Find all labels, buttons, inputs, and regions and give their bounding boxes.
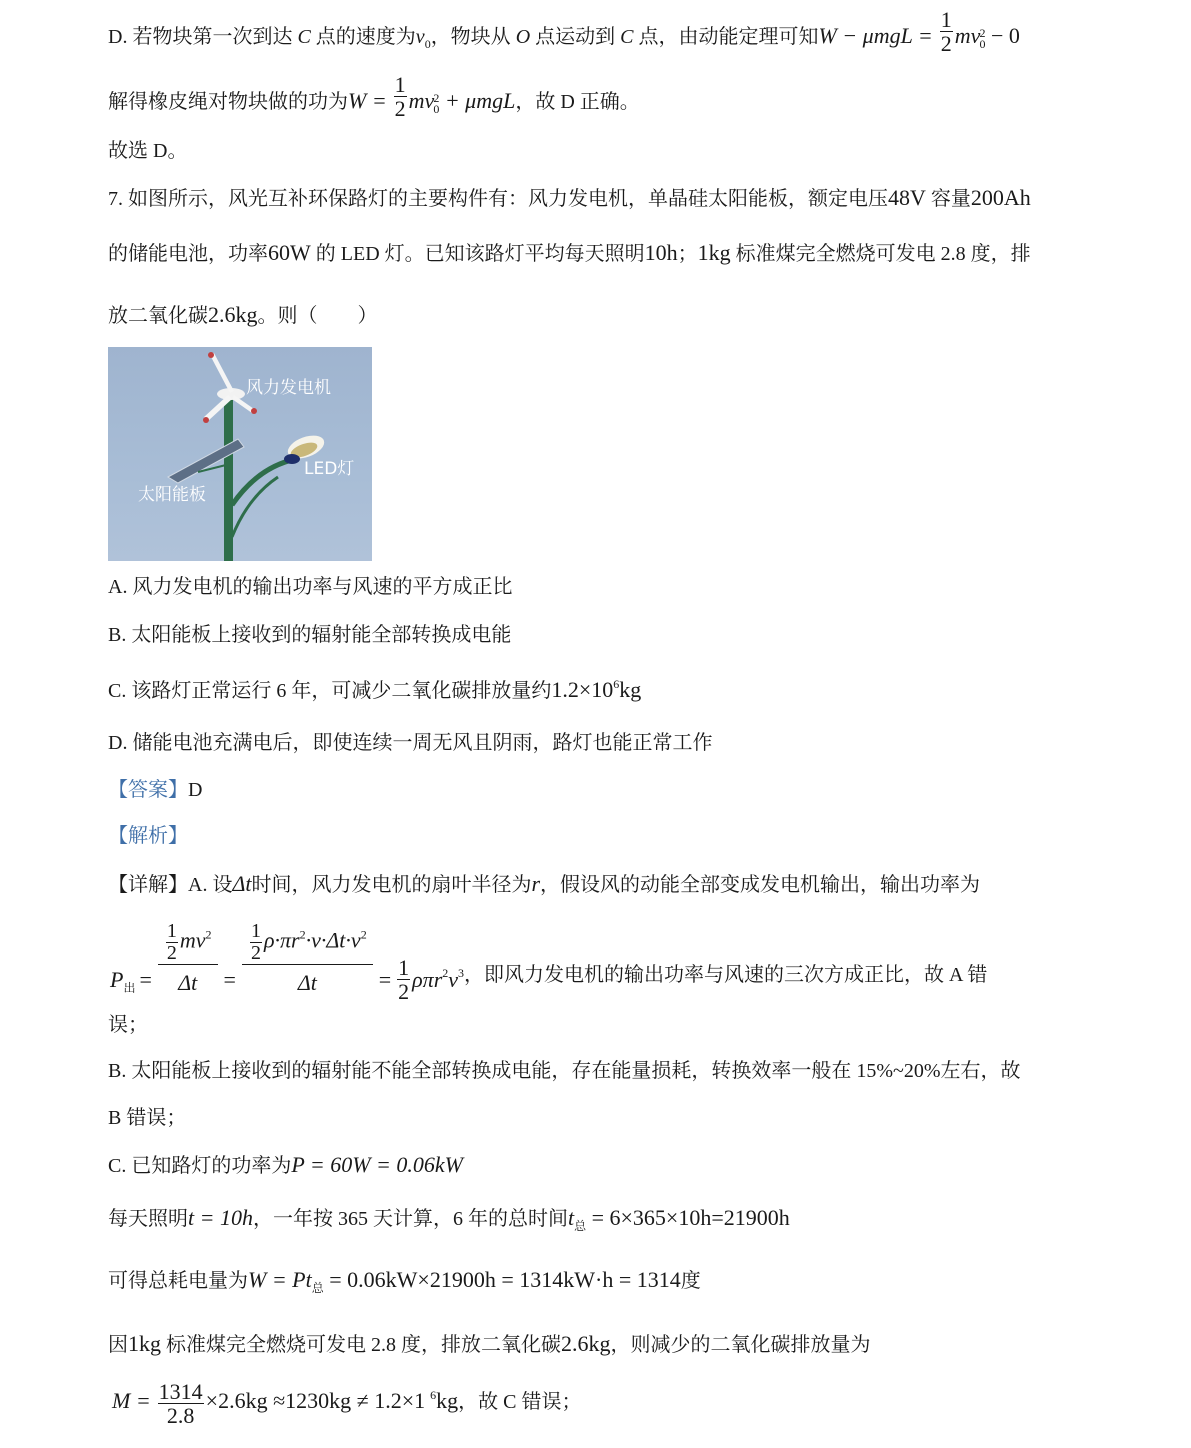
detail-c-line3 xyxy=(108,1269,701,1294)
option-label: A. xyxy=(108,576,128,598)
denominator: Δt xyxy=(297,970,317,996)
text: 点运动到 xyxy=(535,26,616,49)
v0-sub: 0 xyxy=(424,37,431,52)
mv: mv xyxy=(408,88,435,114)
option-label: D. xyxy=(108,732,128,754)
radius: r xyxy=(531,871,541,896)
value: 1.2×10 xyxy=(551,677,614,702)
text: 每天照明 xyxy=(108,1208,188,1230)
point-o: O xyxy=(515,26,531,49)
v: v xyxy=(448,966,459,992)
fraction-half xyxy=(394,73,407,120)
unit: kg xyxy=(436,1388,459,1414)
text: 的 LED 灯。已知该路灯平均每天照明 xyxy=(315,243,645,265)
text: 。则（ ） xyxy=(257,305,378,327)
p: P xyxy=(110,966,124,992)
text: ，假设风的动能全部变成发电机输出，输出功率为 xyxy=(540,874,981,896)
equation: P = 60W = 0.06kW xyxy=(291,1152,463,1177)
answer-line xyxy=(108,780,202,800)
question7-line2 xyxy=(108,242,1031,264)
detail-a-end: 误； xyxy=(108,1014,148,1036)
sub: 总 xyxy=(311,1281,324,1295)
text: 标准煤完全燃烧可发电 2.8 度，排放二氧化碳 xyxy=(166,1334,561,1356)
equation-lhs: W = xyxy=(348,88,387,114)
v-dt-v: ·v·Δt·v xyxy=(305,927,361,953)
detail-c-line1 xyxy=(108,1154,463,1176)
sub: 0 xyxy=(433,101,440,116)
numerator: 1314 xyxy=(158,1379,203,1404)
sup: 2 xyxy=(205,927,212,942)
equation-lhs: W − μmgL = xyxy=(818,23,933,49)
unit: 度 xyxy=(680,1270,701,1292)
numerator: 1 xyxy=(940,7,952,32)
half xyxy=(250,921,262,964)
sup: 2 xyxy=(433,90,440,105)
unit: kg xyxy=(619,677,642,702)
denominator: 2.8 xyxy=(166,1403,195,1429)
mass: 1kg xyxy=(697,240,731,265)
label-solar-panel: 太阳能板 xyxy=(138,485,206,505)
sub: 0 xyxy=(979,36,986,51)
text: C. 已知路灯的功率为 xyxy=(108,1155,292,1177)
mass: 2.6kg xyxy=(561,1331,611,1356)
answer-value: D xyxy=(188,779,203,801)
n: 1 xyxy=(250,920,261,943)
t: t = 10h xyxy=(188,1205,253,1230)
text: 7. 如图所示，风光互补环保路灯的主要构件有：风力发电机，单晶硅太阳能板，额定电压 xyxy=(108,188,888,210)
detail-tag: 【详解】 xyxy=(108,874,188,896)
detail-c-line4 xyxy=(108,1333,871,1355)
equation: = 0.06kW×21900h = 1314kW·h = 1314 xyxy=(323,1267,681,1292)
sup: 2 xyxy=(299,927,306,942)
text: ，则减少的二氧化碳排放量为 xyxy=(610,1334,871,1356)
question7-line1 xyxy=(108,187,1031,209)
point-c: C xyxy=(297,26,311,49)
detail-b-line2: B 错误； xyxy=(108,1107,187,1129)
text: A. 设 xyxy=(188,874,233,896)
power: 60W xyxy=(268,240,311,265)
n: 1 xyxy=(166,920,177,943)
text: ，物块从 xyxy=(430,26,511,49)
rho-pi-r: ρ·πr xyxy=(263,927,300,953)
analysis-tag: 【解析】 xyxy=(108,825,188,847)
w-equals-pt: W = Pt xyxy=(248,1267,312,1292)
mass: 1kg xyxy=(128,1331,161,1356)
equation-tail: + μmgL xyxy=(439,88,516,114)
n: 1 xyxy=(398,955,410,980)
denominator: Δt xyxy=(178,970,198,996)
option-d xyxy=(108,733,712,753)
text: ，一年按 365 天计算，6 年的总时间 xyxy=(252,1208,568,1230)
mv: mv xyxy=(954,23,981,49)
point-c: C xyxy=(620,26,634,49)
half xyxy=(166,921,178,964)
numerator: 1 xyxy=(394,72,406,97)
street-light-figure xyxy=(108,347,372,561)
option-c xyxy=(108,678,641,701)
voltage: 48V xyxy=(888,185,926,210)
sup: 2 xyxy=(360,927,367,942)
option-b xyxy=(108,625,511,645)
denominator: 2 xyxy=(394,96,406,122)
text: 因 xyxy=(108,1334,128,1356)
rho-pi-r: ρπr xyxy=(412,966,443,992)
label-led-light: LED灯 xyxy=(304,459,355,479)
equation-tail: − 0 xyxy=(985,23,1020,49)
fraction-3 xyxy=(397,956,410,1003)
p-sub: 出 xyxy=(123,980,136,995)
fraction-1 xyxy=(158,921,218,994)
exponent: 6 xyxy=(430,1388,437,1403)
capacity: 200Ah xyxy=(970,185,1031,210)
v0: v xyxy=(415,26,425,49)
t-total: t xyxy=(567,1205,575,1230)
answer-tag: 【答案】 xyxy=(108,779,188,801)
d: 2 xyxy=(166,942,177,965)
detail-b-line1: B. 太阳能板上接收到的辐射能不能全部转换成电能，存在能量损耗，转换效率一般在 15%~20%左右，故 xyxy=(108,1060,1021,1082)
fraction-half xyxy=(940,8,953,55)
solve-line xyxy=(108,72,640,122)
text: 可得总耗电量为 xyxy=(108,1270,248,1292)
power-formula: P $_出$ = $\frac{1}{2}$ $mv^2$ Δt = $\frac{1}{2}$ $\rho\cdot\pi r^2\cdot v\cdot\Delta t\cdot v^2$ Δt = $\frac{1}{2}$ ρπr $^2$ v $^3$ ，即风力发电机的输出功率与风速的三次方成正比，故 A 错 xyxy=(110,920,988,1005)
detail-a-intro xyxy=(108,873,980,895)
label-wind-turbine: 风力发电机 xyxy=(246,378,331,398)
sup: 3 xyxy=(458,965,465,980)
text: 点，由动能定理可知 xyxy=(638,26,819,49)
numerator xyxy=(158,921,218,965)
m-equals: M = xyxy=(112,1388,151,1414)
mass: 2.6kg xyxy=(208,302,258,327)
option-text: 储能电池充满电后，即使连续一周无风且阴雨，路灯也能正常工作 xyxy=(132,732,713,754)
delta-t: Δt xyxy=(232,871,252,896)
exponent: 6 xyxy=(613,677,620,691)
denominator: 2 xyxy=(940,31,952,57)
sub: 总 xyxy=(574,1219,587,1233)
option-text: 该路灯正常运行 6 年，可减少二氧化碳排放量约 xyxy=(131,680,552,702)
numerator xyxy=(242,921,373,965)
detail-c-line2 xyxy=(108,1207,790,1232)
prev-option-d-explanation xyxy=(108,7,1020,57)
text: 的储能电池，功率 xyxy=(108,243,268,265)
text: 点的速度为 xyxy=(315,26,416,49)
option-label: B. xyxy=(108,624,127,646)
sup: 2 xyxy=(979,25,986,40)
detail-c-line5 xyxy=(112,1380,581,1427)
equation: = 6×365×10h=21900h xyxy=(586,1205,790,1230)
text: ； xyxy=(677,243,698,265)
text: 标准煤完全燃烧可发电 2.8 度，排 xyxy=(735,243,1031,265)
text: ，故 D 正确。 xyxy=(515,91,640,114)
prev-conclusion: 故选 D。 xyxy=(108,140,188,162)
sup: 2 xyxy=(442,965,449,980)
d: 2 xyxy=(250,942,261,965)
text: ，故 C 错误； xyxy=(458,1391,582,1414)
text: 放二氧化碳 xyxy=(108,305,208,327)
question7-line3 xyxy=(108,304,378,326)
text: 容量 xyxy=(930,188,971,210)
option-a xyxy=(108,577,512,597)
option-text: 风力发电机的输出功率与风速的平方成正比 xyxy=(132,576,513,598)
option-text: 太阳能板上接收到的辐射能全部转换成电能 xyxy=(131,624,512,646)
hours: 10h xyxy=(644,240,678,265)
text: D. 若物块第一次到达 xyxy=(108,26,293,49)
fraction-2 xyxy=(242,921,373,994)
option-label: C. xyxy=(108,680,127,702)
text: 时间，风力发电机的扇叶半径为 xyxy=(251,874,532,896)
fraction-mass xyxy=(158,1380,204,1427)
equation: ×2.6kg ≈1230kg ≠ 1.2×1 xyxy=(205,1388,426,1414)
d: 2 xyxy=(398,979,410,1005)
text: ，即风力发电机的输出功率与风速的三次方成正比，故 A 错 xyxy=(464,963,988,986)
text: 解得橡皮绳对物块做的功为 xyxy=(108,91,348,114)
mv: mv xyxy=(179,927,206,953)
